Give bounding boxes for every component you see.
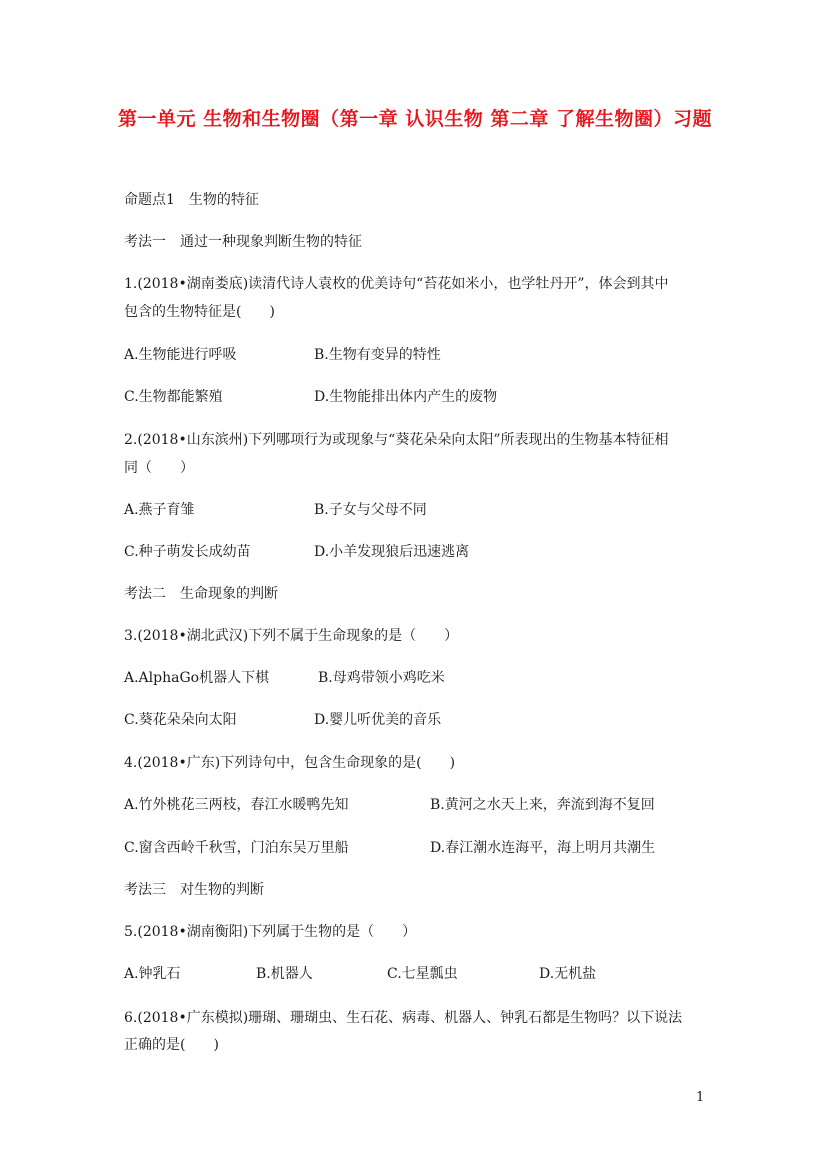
question-5-option-c: C.七星瓢虫 — [387, 966, 458, 982]
question-5: 5.(2018•湖南衡阳)下列属于生物的是（ ） — [124, 924, 417, 940]
page-number: 1 — [696, 1090, 705, 1105]
question-1-line-1: 1.(2018•湖南娄底)读清代诗人袁枚的优美诗句“苔花如米小，也学牡丹开”，体会到其中 — [124, 276, 669, 292]
question-6-line-2: 正确的是( ) — [124, 1037, 219, 1053]
question-2-line-1: 2.(2018•山东滨州)下列哪项行为或现象与“葵花朵朵向太阳”所表现出的生物基本特征相 — [124, 432, 669, 448]
question-1-option-c: C.生物都能繁殖 — [124, 389, 223, 405]
question-3-option-c: C.葵花朵朵向太阳 — [124, 712, 237, 728]
question-5-option-a: A.钟乳石 — [124, 966, 181, 982]
question-4-option-d: D.春江潮水连海平，海上明月共潮生 — [430, 840, 656, 856]
document-title: 第一单元 生物和生物圈（第一章 认识生物 第二章 了解生物圈）习题 — [118, 108, 712, 130]
question-2-option-a: A.燕子育雏 — [124, 502, 195, 518]
question-1-option-a: A.生物能进行呼吸 — [124, 347, 237, 363]
question-4-option-a: A.竹外桃花三两枝，春江水暖鸭先知 — [124, 797, 349, 813]
topic-heading: 命题点1 生物的特征 — [124, 192, 259, 208]
question-3: 3.(2018•湖北武汉)下列不属于生命现象的是（ ） — [124, 628, 459, 644]
question-4-option-b: B.黄河之水天上来，奔流到海不复回 — [430, 797, 655, 813]
question-3-option-a: A.AlphaGo机器人下棋 — [124, 670, 270, 686]
question-2-option-b: B.子女与父母不同 — [314, 502, 427, 518]
question-1-option-b: B.生物有变异的特性 — [314, 347, 441, 363]
question-2-option-c: C.种子萌发长成幼苗 — [124, 544, 251, 560]
question-5-option-d: D.无机盐 — [539, 966, 597, 982]
question-3-option-b: B.母鸡带领小鸡吃米 — [318, 670, 445, 686]
question-3-option-d: D.婴儿听优美的音乐 — [314, 712, 442, 728]
question-4: 4.(2018•广东)下列诗句中，包含生命现象的是( ) — [124, 755, 456, 771]
question-2-option-d: D.小羊发现狼后迅速逃离 — [314, 544, 470, 560]
question-1-option-d: D.生物能排出体内产生的废物 — [314, 389, 498, 405]
question-6-line-1: 6.(2018•广东模拟)珊瑚、珊瑚虫、生石花、病毒、机器人、钟乳石都是生物吗？以下说法 — [124, 1010, 683, 1026]
method-heading-3: 考法三 对生物的判断 — [124, 882, 264, 898]
question-2-line-2: 同（ ） — [124, 460, 194, 476]
method-heading-1: 考法一 通过一种现象判断生物的特征 — [124, 234, 362, 250]
method-heading-2: 考法二 生命现象的判断 — [124, 586, 278, 602]
question-1-line-2: 包含的生物特征是( ) — [124, 304, 275, 320]
question-5-option-b: B.机器人 — [256, 966, 313, 982]
question-4-option-c: C.窗含西岭千秋雪，门泊东吴万里船 — [124, 840, 349, 856]
